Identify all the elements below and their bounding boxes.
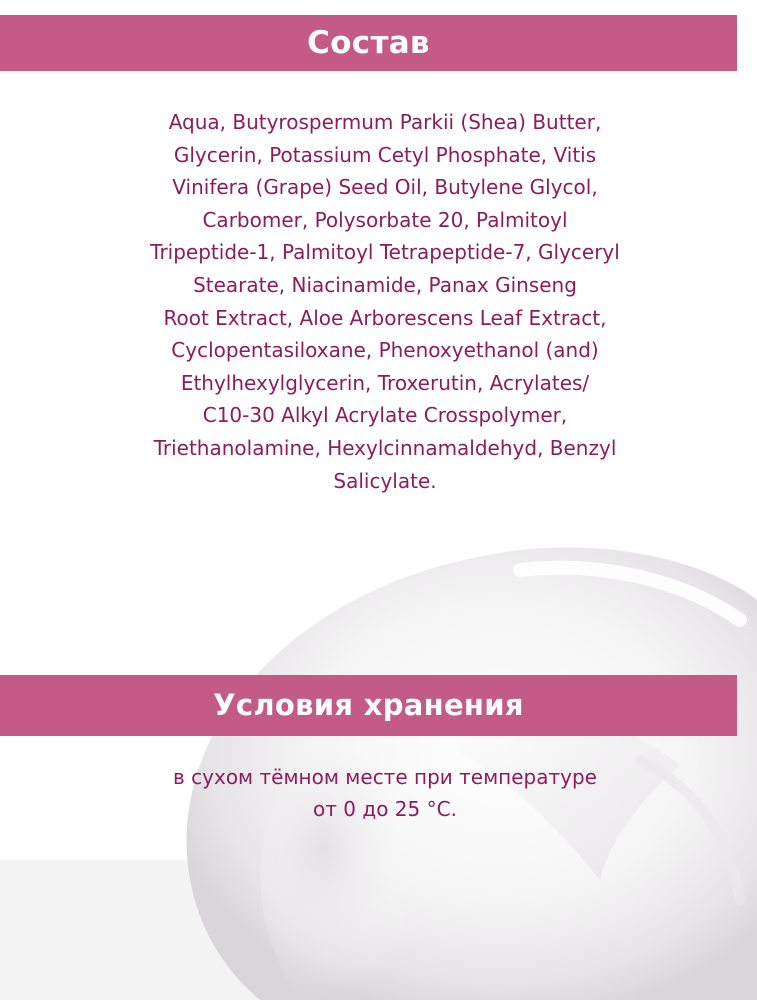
storage-heading: Условия хранения bbox=[213, 688, 524, 722]
ingredients-line: Glycerin, Potassium Cetyl Phosphate, Vitis bbox=[173, 142, 597, 167]
storage-conditions bbox=[60, 761, 710, 825]
ingredients-line: Cyclopentasiloxane, Phenoxyethanol (and) bbox=[171, 338, 599, 363]
ingredients-line: C10-30 Alkyl Acrylate Crosspolymer, bbox=[202, 403, 568, 428]
ingredients-line: Tripeptide-1, Palmitoyl Tetrapeptide-7, Glyceryl bbox=[150, 240, 620, 265]
ingredients-line: Carbomer, Polysorbate 20, Palmitoyl bbox=[202, 207, 568, 232]
ingredients-line: Ethylhexylglycerin, Troxerutin, Acrylates/ bbox=[180, 370, 590, 395]
storage-heading-band bbox=[0, 675, 737, 736]
composition-heading-band bbox=[0, 15, 737, 71]
ingredients-line: Aqua, Butyrospermum Parkii (Shea) Butter, bbox=[168, 110, 602, 134]
ingredients-line: Triethanolamine, Hexylcinnamaldehyd, Benzyl bbox=[153, 435, 617, 460]
ingredients-line: Vinifera (Grape) Seed Oil, Butylene Glycol, bbox=[172, 175, 598, 200]
composition-heading: Состав bbox=[307, 25, 430, 61]
storage-line: от 0 до 25 °C. bbox=[313, 797, 457, 821]
ingredients-line: Salicylate. bbox=[333, 468, 437, 493]
storage-line: в сухом тёмном месте при температуре bbox=[173, 765, 597, 789]
ingredients-line: Stearate, Niacinamide, Panax Ginseng bbox=[193, 272, 577, 297]
ingredients-list bbox=[60, 106, 710, 497]
ingredients-line: Root Extract, Aloe Arborescens Leaf Extract, bbox=[163, 305, 607, 330]
